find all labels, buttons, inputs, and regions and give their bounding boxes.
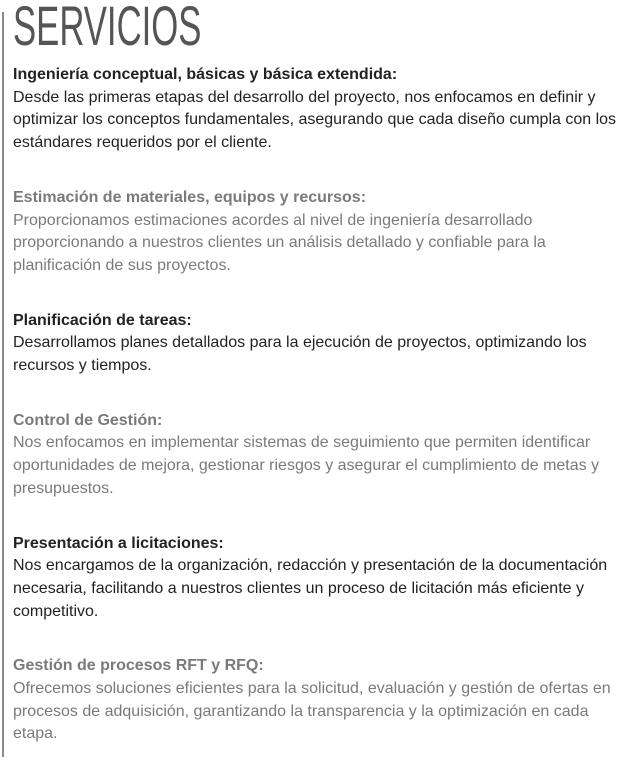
service-description: Desde las primeras etapas del desarrollo del proyecto, nos enfocamos en definir y optimizar los conceptos fundamentales, asegurando que cada diseño cumpla con los estándares requeridos por el cliente. xyxy=(13,88,617,152)
service-heading: Gestión de procesos RFT y RFQ: xyxy=(13,657,264,675)
service-item xyxy=(13,64,637,155)
left-border-line xyxy=(2,12,4,757)
services-list xyxy=(13,64,637,778)
service-heading: Control de Gestión: xyxy=(13,411,163,429)
service-item xyxy=(13,655,637,746)
service-heading: Presentación a licitaciones: xyxy=(13,534,224,552)
service-description: Proporcionamos estimaciones acordes al nivel de ingeniería desarrollado proporcionando a nuestros clientes un análisis detallado y confiable para la planificación de sus proyectos. xyxy=(13,211,546,274)
service-item xyxy=(13,533,637,624)
service-heading: Planificación de tareas: xyxy=(13,311,192,329)
service-description: Ofrecemos soluciones eficientes para la solicitud, evaluación y gestión de ofertas en procesos de adquisición, garantizando la transparencia y la optimización en cada etapa. xyxy=(13,680,611,743)
service-description: Desarrollamos planes detallados para la ejecución de proyectos, optimizando los recursos y tiempos. xyxy=(13,334,587,375)
page-title: SERVICIOS xyxy=(13,0,202,57)
service-item xyxy=(13,187,637,278)
service-description: Nos enfocamos en implementar sistemas de seguimiento que permiten identificar oportunidades de mejora, gestionar riesgos y asegurar el cumplimiento de metas y presupuestos. xyxy=(13,434,600,497)
service-heading: Estimación de materiales, equipos y recursos: xyxy=(13,188,367,206)
service-heading: Ingeniería conceptual, básicas y básica extendida: xyxy=(13,66,398,83)
service-item xyxy=(13,310,637,378)
service-description: Nos encargamos de la organización, redacción y presentación de la documentación necesaria, facilitando a nuestros clientes un proceso de licitación más eficiente y competitivo. xyxy=(13,557,608,620)
service-item xyxy=(13,410,637,501)
